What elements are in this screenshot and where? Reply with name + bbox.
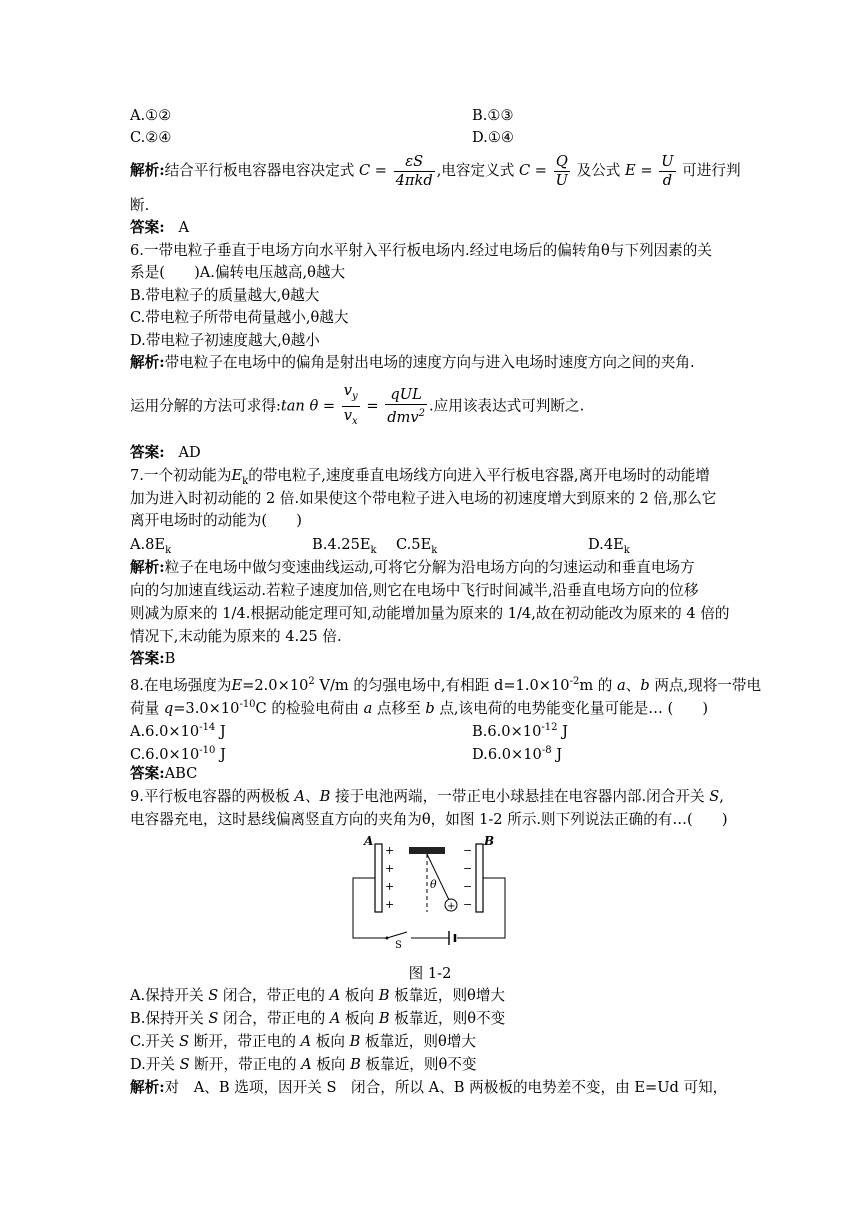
q5-analysis-line-2 [130, 196, 149, 216]
figure-caption: 图 1-2 [408, 965, 452, 982]
q5-analysis-text-4: 可进行判 [682, 162, 741, 179]
capacitor-circuit-diagram [345, 832, 515, 951]
formula-equals: = [366, 397, 379, 415]
q7-stem-line-2: 加为进入时初动能的 2 倍.如果使这个带电粒子进入电场的初速度增大到原来的 2 倍,那么它 [130, 490, 717, 507]
q9-stem-line-1: 9.平行板电容器的两极板 A、B 接于电池两端，一带正电小球悬挂在电容器内部.闭合开关 S, [130, 788, 724, 805]
formula3-denominator: d [662, 171, 673, 189]
answer-value: B [164, 650, 176, 667]
plate-a [375, 844, 382, 912]
suspension-support [409, 847, 445, 854]
q5-analysis-text-1: 结合平行板电容器电容决定式 [164, 162, 355, 179]
q5-option-c: C.②④ [130, 129, 172, 146]
q6-option-c: C.带电粒子所带电荷量越小,θ越大 [130, 309, 349, 326]
q7-analysis-line-2: 向的匀加速直线运动.若粒子速度加倍,则它在电场中飞行时间减半,沿垂直电场方向的位移 [130, 582, 699, 599]
q9-stem-line-2: 电容器充电，这时悬线偏离竖直方向的夹角为θ，如图 1-2 所示.则下列说法正确的有…( ) [130, 811, 728, 828]
answer-label: 答案: [130, 765, 165, 782]
formula-exponent: 2 [418, 407, 425, 419]
formula2-denominator: U [555, 171, 568, 189]
q9-option-c: C.开关 S 断开，带正电的 A 板向 B 板靠近，则θ增大 [130, 1033, 476, 1050]
q9-option-b: B.保持开关 S 闭合，带正电的 A 板向 B 板靠近，则θ不变 [130, 1010, 506, 1027]
q7-option-a: $A.8E_k$ [130, 536, 172, 556]
vy-symbol: v [343, 382, 353, 399]
formula2-numerator: Q [554, 153, 570, 172]
q6-option-b: B.带电粒子的质量越大,θ越大 [130, 287, 320, 304]
q7-answer [130, 649, 175, 669]
q7-option-b: $B.4.25E_k$ [312, 536, 377, 556]
q5-option-d: D.①④ [472, 129, 514, 146]
formula2-lhs: C = [518, 162, 547, 179]
formula3-lhs: E = [625, 162, 653, 179]
answer-label: 答案: [130, 650, 165, 667]
q8-answer [130, 764, 197, 784]
q8-option-d: $D.6.0\times 10^{-8}$ J [472, 745, 563, 763]
q7-option-d: $D.4E_k$ [588, 536, 630, 556]
analysis-label: 解析: [130, 354, 165, 371]
plus-sign: + [385, 862, 395, 875]
q5-option-row-2 [130, 128, 514, 148]
minus-sign: − [463, 844, 473, 857]
ek-subscript: k [242, 475, 249, 487]
q8-stem-line-2: 荷量 $q=3.0\times 10^{-10}C$ 的检验电荷由 a 点移至 b 点,该电荷的电势能变化量可能是… ( ) [130, 699, 709, 717]
switch-blade [387, 932, 407, 938]
q9-option-a: A.保持开关 S 闭合，带正电的 A 板向 B 板靠近，则θ增大 [130, 987, 506, 1004]
q8-option-row-2 [130, 741, 563, 765]
q8-option-row-1 [130, 718, 568, 742]
q6-analysis-text-2: 运用分解的方法可求得: [130, 397, 281, 415]
formula-result-denominator: dmv [387, 408, 419, 426]
answer-value: A [178, 219, 190, 236]
q7-analysis-line-4: 情况下,末动能为原来的 4.25 倍. [130, 628, 342, 645]
answer-value: AD [178, 444, 201, 461]
plate-b [476, 844, 483, 912]
q6-stem-line-2: 系是( )A.偏转电压越高,θ越大 [130, 264, 346, 281]
q5-option-row-1 [130, 106, 514, 126]
formula2-fraction [554, 153, 570, 190]
theta-label: θ [430, 878, 437, 891]
q5-analysis-text-2: ,电容定义式 [436, 162, 515, 179]
vx-symbol: v [343, 406, 353, 424]
q6-analysis-text-3: .应用该表达式可判断之. [429, 397, 585, 415]
formula-velocity-ratio [342, 382, 360, 431]
formula3-fraction [659, 153, 675, 190]
formula3-numerator: U [661, 152, 674, 170]
q5-analysis-text-5: 断. [130, 197, 150, 214]
answer-value: ABC [164, 765, 198, 782]
switch-label: S [395, 940, 402, 951]
q9-analysis-text: 对 A、B 选项，因开关 S 闭合，所以 A、B 两极板的电势差不变，由 E=Ud 可知， [164, 1079, 728, 1096]
formula-tan-lhs: tan θ = [280, 397, 336, 415]
formula-result-numerator: qUL [385, 386, 427, 405]
suspension-string [427, 854, 449, 900]
minus-sign: − [463, 862, 473, 875]
answer-label: 答案: [130, 219, 165, 236]
switch-contact [386, 937, 389, 940]
q6-analysis-text-1: 带电粒子在电场中的偏角是射出电场的速度方向与进入电场时速度方向之间的夹角. [164, 354, 695, 371]
q9-option-d: D.开关 S 断开，带正电的 A 板向 B 板靠近，则θ不变 [130, 1056, 477, 1073]
q6-stem-line-1: 6.一带电粒子垂直于电场方向水平射入平行板电场内.经过电场后的偏转角θ与下列因素的关 [130, 242, 712, 259]
q5-analysis-text-3: 及公式 [576, 162, 621, 179]
q5-answer [130, 218, 189, 238]
plus-sign: + [385, 898, 395, 911]
plate-b-label: B [484, 834, 495, 848]
formula1-numerator: εS [394, 153, 435, 172]
q9-analysis-line-1 [130, 1078, 727, 1098]
analysis-label: 解析: [130, 162, 165, 179]
answer-label: 答案: [130, 444, 165, 461]
q5-option-a: A.①② [130, 107, 172, 124]
q8-option-b: $B.6.0\times 10^{-12}$ J [472, 722, 568, 740]
q7-stem-text: 7.一个初动能为 [130, 467, 232, 484]
q7-option-c: $C.5E_k$ [396, 536, 438, 556]
q7-stem-text: 的带电粒子,速度垂直电场线方向进入平行板电容器,离开电场时的动能增 [248, 467, 710, 484]
ek-symbol: E [231, 467, 243, 484]
q8-option-a: $A.6.0\times 10^{-14}$ J [130, 722, 226, 740]
minus-sign: − [463, 880, 473, 893]
vy-subscript: y [352, 390, 358, 402]
q8-stem-line-1: 8.在电场强度为$E=2.0\times 10^2$ V/m 的匀强电场中,有相距 $d=1.0\times 10^{-2}m$ 的 a、b 两点,现将一带电 [130, 676, 762, 694]
q5-analysis-line-1 [130, 152, 741, 190]
q7-stem-line-3: 离开电场时的动能为( ) [130, 512, 302, 529]
ball-charge-sign: + [447, 901, 456, 912]
q7-analysis-line-1 [130, 558, 695, 578]
q7-analysis-text: 粒子在电场中做匀变速曲线运动,可将它分解为沿电场方向的匀速运动和垂直电场方 [164, 559, 695, 576]
q6-answer [130, 443, 201, 463]
plus-sign: + [385, 844, 395, 857]
q6-analysis-line-1 [130, 353, 695, 373]
q6-option-d: D.带电粒子初速度越大,θ越小 [130, 332, 320, 349]
q7-analysis-line-3: 则减为原来的 1/4.根据动能定理可知,动能增加量为原来的 1/4,故在初动能改为原来的 4 倍的 [130, 605, 730, 622]
formula1-lhs: C = [358, 162, 387, 179]
plus-sign: + [385, 880, 395, 893]
q5-option-b: B.①③ [472, 107, 514, 124]
formula1-denominator: 4πkd [395, 171, 433, 189]
analysis-label: 解析: [130, 1079, 165, 1096]
minus-sign: − [463, 898, 473, 911]
q8-option-c: $C.6.0\times 10^{-10}$ J [130, 745, 226, 763]
formula-result [385, 386, 427, 427]
q6-analysis-line-2 [130, 382, 584, 431]
plate-a-label: A [364, 834, 374, 848]
vx-subscript: x [352, 415, 358, 427]
formula1-fraction [394, 153, 435, 190]
analysis-label: 解析: [130, 559, 165, 576]
